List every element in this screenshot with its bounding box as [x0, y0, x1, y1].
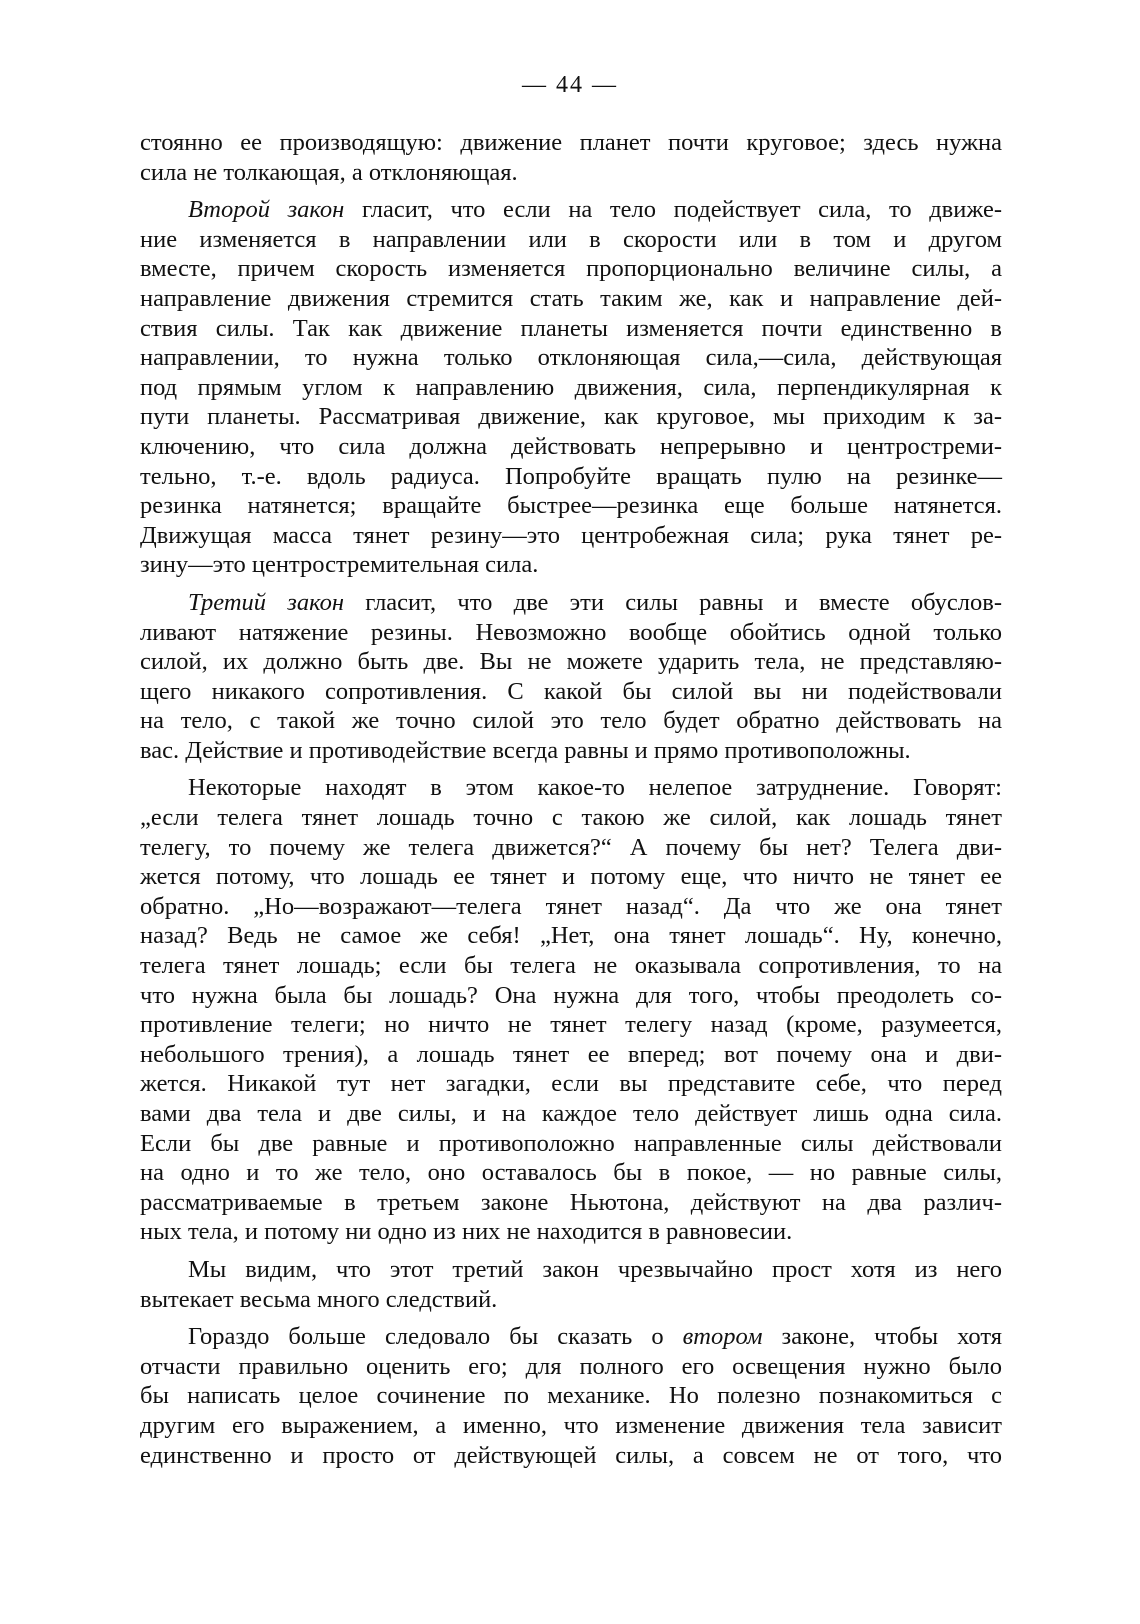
text-line: ние изменяется в направлении или в скорости или в том и другом: [140, 225, 1002, 253]
text-line: под прямым углом к направлению движения, сила, перпендикулярная к: [140, 373, 1002, 401]
text-line: единственно и просто от действующей силы, а совсем не от того, что: [140, 1441, 1002, 1469]
paragraph-continuation: [140, 128, 1002, 187]
paragraph-horse-cart: [140, 773, 1002, 1247]
text-line: пути планеты. Рассматривая движение, как круговое, мы приходим к за-: [140, 403, 1002, 431]
text-line: тельно, т.-е. вдоль радиуса. Попробуйте вращать пулю на резинке—: [140, 462, 1002, 490]
text-line: щего никакого сопротивления. С какой бы силой вы ни подействовали: [140, 677, 1002, 705]
text-line: ствия силы. Так как движение планеты изменяется почти единственно в: [140, 314, 1002, 342]
text-line: вместе, причем скорость изменяется пропорционально величине силы, а: [140, 255, 1002, 283]
text-line: Некоторые находят в этом какое-то нелепое затруднение. Говорят:: [188, 774, 1002, 802]
text-line: назад? Ведь не самое же себя! „Нет, она тянет лошадь“. Ну, конечно,: [140, 922, 1002, 950]
text-line: обратно. „Но—возражают—телега тянет назад“. Да что же она тянет: [140, 892, 1002, 920]
text-line: ключению, что сила должна действовать непрерывно и центростреми-: [140, 432, 1002, 460]
text-line: телегу, то почему же телега движется?“ А почему бы нет? Телега дви-: [140, 833, 1002, 861]
page-number: — 44 —: [522, 72, 618, 98]
text-line: Движущая масса тянет резину—это центробежная сила; рука тянет ре-: [140, 521, 1002, 549]
text-line: вами два тела и две силы, и на каждое тело действует лишь одна сила.: [140, 1100, 1002, 1127]
italic-emphasis: втором: [682, 1323, 763, 1351]
text-line: Если бы две равные и противоположно направленные силы действовали: [140, 1129, 1002, 1157]
text-line: жется потому, что лошадь ее тянет и потому еще, что ничто не тянет ее: [140, 863, 1002, 891]
text-line: направление движения стремится стать таким же, как и направление дей-: [140, 284, 1002, 312]
text-line: вытекает весьма много следствий.: [140, 1285, 498, 1313]
text-line: Мы видим, что этот третий закон чрезвычайно прост хотя из него: [188, 1255, 1002, 1283]
paragraph-third-law: [140, 588, 1002, 766]
paragraph-conclusion: [140, 1255, 1002, 1314]
text-line: „если телега тянет лошадь точно с такою же силой, как лошадь тянет: [140, 804, 1002, 832]
text-line: на тело, с такой же точно силой это тело будет обратно действовать на: [140, 707, 1002, 735]
text-line: жется. Никакой тут нет загадки, если вы представите себе, что перед: [140, 1070, 1002, 1098]
text-line: другим его выражением, а именно, что изменение движения тела зависит: [140, 1411, 1002, 1439]
text-line: отчасти правильно оценить его; для полного его освещения нужно было: [140, 1352, 1002, 1380]
text-line: на одно и то же тело, оно оставалось бы в покое, — но равные силы,: [140, 1159, 1002, 1187]
italic-emphasis: Третий закон: [188, 588, 345, 616]
text-line: небольшого трения), а лошадь тянет ее вперед; вот почему она и дви-: [140, 1040, 1002, 1068]
text-line: ливают натяжение резины. Невозможно вообще обойтись одной только: [140, 618, 1002, 646]
text-line-italic-word: Гораздо больше следовало бы сказать о втором законе, чтобы хотя: [188, 1323, 1002, 1351]
text-line: стоянно ее производящую: движение планет почти круговое; здесь нужна: [140, 129, 1002, 156]
text-line: рассматриваемые в третьем законе Ньютона, действуют на два различ-: [140, 1188, 1002, 1216]
text-line: противление телеги; но ничто не тянет телегу назад (кроме, разумеется,: [140, 1011, 1002, 1039]
text-line: резинка натянется; вращайте быстрее—резинка еще больше натянется.: [140, 492, 1002, 520]
text-line: телега тянет лошадь; если бы телега не оказывала сопротивления, то на: [140, 952, 1002, 980]
text-line-italic-lead: Третий закон гласит, что две эти силы равны и вместе обуслов-: [188, 588, 1003, 616]
italic-emphasis: Второй закон: [188, 196, 345, 224]
text-line: силой, их должно быть две. Вы не можете ударить тела, не представляю-: [140, 648, 1002, 676]
body-text: [140, 128, 1002, 1470]
text-line: сила не толкающая, а отклоняющая.: [140, 158, 518, 186]
text-line: вас. Действие и противодействие всегда равны и прямо противоположны.: [140, 736, 911, 764]
text-line: ных тела, и потому ни одно из них не находится в равновесии.: [140, 1218, 793, 1246]
text-line: зину—это центростремительная сила.: [140, 551, 539, 579]
text-line: бы написать целое сочинение по механике. Но полезно познакомиться с: [140, 1382, 1002, 1410]
paragraph-second-law: [140, 195, 1002, 580]
text-line-italic-lead: Второй закон гласит, что если на тело подействует сила, то движе-: [188, 196, 1002, 224]
paragraph-second-law-more: [140, 1322, 1002, 1470]
text-line: что нужна была бы лошадь? Она нужна для того, чтобы преодолеть со-: [140, 981, 1002, 1009]
text-line: направлении, то нужна только отклоняющая сила,—сила, действующая: [140, 344, 1002, 372]
